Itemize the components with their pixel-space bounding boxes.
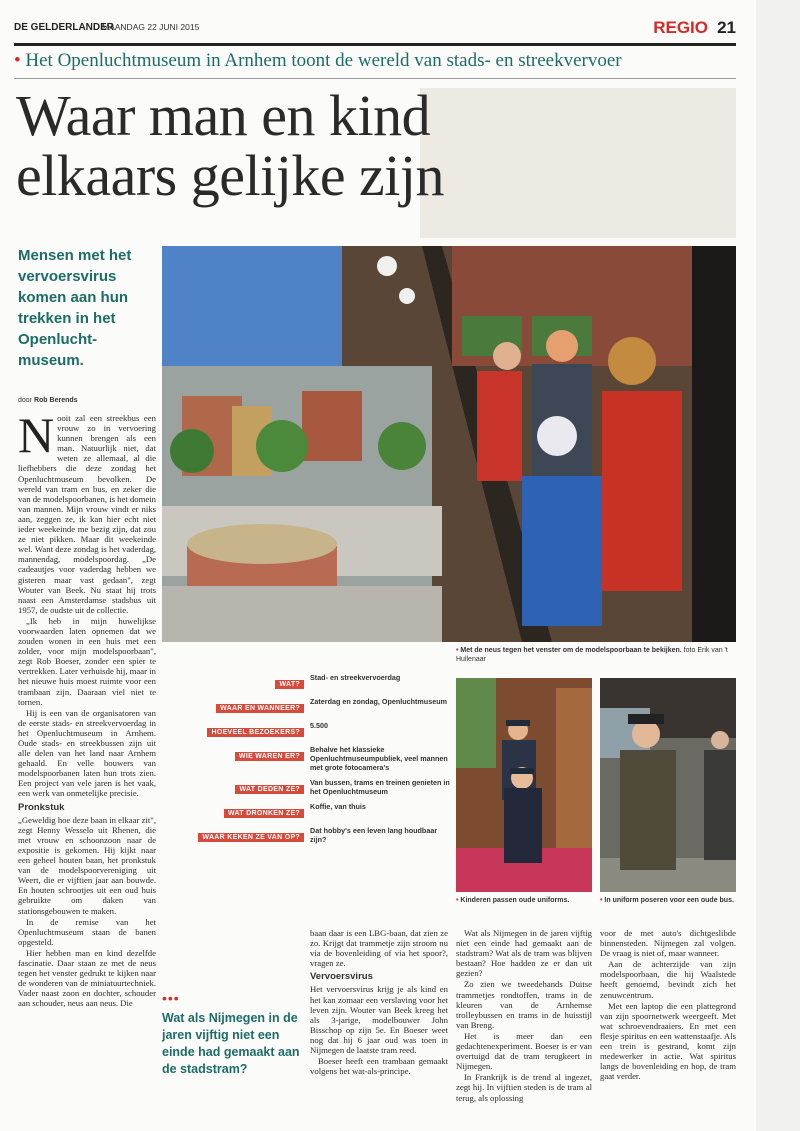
issue-date: MAANDAG 22 JUNI 2015: [102, 22, 200, 32]
page-number: 21: [717, 18, 736, 37]
fact-label: WAT DRONKEN ZE?: [224, 809, 304, 818]
photo-children-uniforms: [456, 678, 592, 892]
paragraph: ooit zal een streekbus een vrouw zo in vervoering kunnen brengen als een man. Natuurlijk niet, dat weten ze allemaal, al die liefhebbers die deze zondag het Openluchtmuseum bevolken. De wereld van tram en bus, en zeker die van de modelspoorbanen, is het domein van mannen. Mijn vrouw vindt er niks aan, zeggen ze, ik kan hier echt niet ieder weekeinde me bezig zijn, dat zou ze niet pikken. Maar dit weekeinde wel. Want deze zondag is het vaderdag, mannendag, modelspoordag. „De cadeautjes voor vaderdag hebben we gisteren maar vast gedaan", zegt Wouter van Beek. Nu staat hij trots naast een Amsterdamse stadsbus uit 1957, de oudste uit de collectie.: [18, 413, 157, 615]
fact-value: Dat hobby's een leven lang houdbaar zijn?: [310, 826, 438, 844]
article-column-5: [600, 928, 736, 1082]
fact-value: Koffie, van thuis: [310, 802, 366, 811]
paragraph: In Frankrijk is de trend al ingezet, zegt hij. In vijftien steden is de tram al terug, als oplossing: [456, 1072, 592, 1103]
fact-value: Van bussen, trams en treinen genieten in het Openluchtmuseum: [310, 778, 450, 796]
headline-line-2: elkaars gelijke zijn: [16, 143, 445, 208]
fact-row: [170, 721, 452, 739]
caption-bullet: •: [600, 897, 603, 904]
main-photo-image: [162, 246, 736, 642]
paragraph: Boeser heeft een trambaan gemaakt volgens het wat-als-principe.: [310, 1056, 448, 1077]
fact-row: [170, 778, 452, 796]
paragraph: Wat als Nijmegen in de jaren vijftig niet een einde had gemaakt aan de stadstram? Wat als de tram was blijven bestaan? Hoe hadden ze er dan uit gezien?: [456, 928, 592, 979]
fact-label: HOEVEEL BEZOEKERS?: [207, 728, 304, 737]
fact-value: Behalve het klassieke Openluchtmuseumpubliek, veel mannen met grote fotocamera's: [310, 745, 448, 772]
article-column-1: [18, 407, 157, 1009]
fact-row: [170, 745, 452, 772]
article-column-3: [310, 928, 448, 1077]
kicker-rule: [14, 78, 736, 79]
paragraph: Hij is een van de organisatoren van de eerste stads- en streekvervoerdag in het Openluchtmuseum in Arnhem. Oude stads- en streekbussen zijn uit alle delen van het land naar Arnhem gehaald. En velle bouwers van modelspoorbanen laten hun trots zien. Een project van vele jaren is het vaak, een werk van onmetelijke precisie.: [18, 707, 156, 799]
photo-children-caption: [456, 896, 592, 905]
fact-row: [170, 673, 452, 691]
photo-children-image: [456, 678, 592, 892]
pull-quote: [162, 990, 300, 1078]
headline: [16, 83, 576, 208]
fact-row: [170, 802, 452, 820]
paragraph: „Ik heb in mijn huwelijkse voorwaarden laten opnemen dat we zouden wonen in een huis met een zolder, voor mijn modelspoorbaan", zegt Rob Boeser, zonder een spier te vertrekken. Later verhuisde hij, maar in het nieuwe huis moest ruimte voor een trambaan zijn. Daaraan viel niet te tornen.: [18, 615, 156, 707]
quote-text: Wat als Nijmegen in de jaren vijftig niet een einde had gemaakt aan de stadstram?: [162, 1011, 300, 1076]
caption-text: Met de neus tegen het venster om de modelspoorbaan te bekijken.: [460, 647, 682, 654]
fact-value: Stad- en streekvervoerdag: [310, 673, 401, 682]
intro-text: Mensen met het vervoersvirus komen aan hun trekken in het Openlucht-museum.: [18, 247, 132, 369]
paragraph: Met een laptop die een plattegrond van zijn spoornetwerk weergeeft. Met wat schroevendraaiers. En met een flesje spiritus en een wattenstaafje. Als een trein is gestrand, komt zijn medewerker in actie. Wat spiritus langs de bovenleiding en hop, de tram gaat verder.: [600, 1000, 736, 1082]
caption-text: In uniform poseren voor een oude bus.: [604, 897, 734, 904]
caption-bullet: •: [456, 647, 459, 654]
photo-uniform-image: [600, 678, 736, 892]
photo-uniform-caption: [600, 896, 736, 905]
fact-label: WAAR KEKEN ZE VAN OP?: [198, 833, 304, 842]
kicker-text: Het Openluchtmuseum in Arnhem toont de wereld van stads- en streekvervoer: [25, 50, 622, 71]
masthead: [14, 18, 736, 40]
section-name: REGIO: [653, 18, 708, 37]
byline: [18, 397, 78, 404]
kicker: [14, 50, 736, 72]
subhead-vervoersvirus: Vervoersvirus: [310, 971, 373, 983]
masthead-rule: [14, 43, 736, 46]
paragraph: Hier hebben man en kind dezelfde fascinatie. Daar staan ze met de neus tegen het venster gedrukt te kijken naar de wonderen van de miniatuurtechniek. Vader naast zoon en dochter, schouder aan schouder, neus aan neus. Die: [18, 947, 156, 1009]
paragraph: voor de met auto's dichtgeslibde binnensteden. Nijmegen zal volgen. De vraag is niet of, maar wanneer.: [600, 928, 736, 959]
caption-bullet: •: [456, 897, 459, 904]
fact-label: WIE WAREN ER?: [235, 752, 304, 761]
fact-label: WAT DEDEN ZE?: [235, 785, 304, 794]
article-column-4: [456, 928, 592, 1104]
page-edge: [756, 0, 800, 1131]
headline-line-1: Waar man en kind: [16, 83, 431, 148]
fact-value: 5.500: [310, 721, 328, 730]
photo-uniform-bus: [600, 678, 736, 892]
fact-label: WAAR EN WANNEER?: [216, 704, 304, 713]
fact-label: WAT?: [275, 680, 304, 689]
paragraph: Aan de achterzijde van zijn modelspoorbaan, die hij Waalstede heeft genoemd, bevindt zich het zenuwcentrum.: [600, 959, 736, 1000]
paragraph: In de remise van het Openluchtmuseum staan de banen opgesteld.: [18, 916, 156, 947]
byline-author: Rob Berends: [33, 397, 78, 404]
main-photo-caption: [456, 646, 736, 664]
factbox: [170, 673, 452, 850]
paragraph: „Geweldig hoe deze baan in elkaar zit", zegt Henny Wesselo uit Rhenen, die met vrouw en schoonzoon naar de expositie is gekomen. Hij kijkt naar een geheel houten baan, het pronkstuk van de modelspoorvereniging uit Weert, die er vijftien jaar aan bouwde. En houten schrootjes uit een oud huis gebruikte om daken van stationsgebouwen te maken.: [18, 814, 156, 916]
byline-prefix: door: [18, 397, 33, 404]
quote-dots: •••: [162, 990, 180, 1006]
newspaper-name: DE GELDERLANDER: [14, 22, 115, 33]
photo-credit: foto Erik van 't Hullenaar: [456, 647, 728, 663]
dropcap: N: [18, 407, 55, 463]
subhead-pronkstuk: Pronkstuk: [18, 801, 65, 813]
paragraph: baan daar is een LBG-baan, dat zien ze zo. Krijgt dat trammetje zijn stroom nu via de bovenleiding of via het spoor?, vragen ze.: [310, 928, 448, 969]
paragraph: Het is meer dan een gedachtenexperiment. Boeser is er van overtuigd dat de tram terugkeert in Nijmegen.: [456, 1030, 592, 1072]
fact-row: [170, 697, 452, 715]
fact-value: Zaterdag en zondag, Openluchtmuseum: [310, 697, 447, 706]
paragraph: Zo zien we tweedehands Duitse trammetjes rondtoffen, trams in de kleuren van de Arnhemse trolleybussen en trams in de huisstijl van Breng.: [456, 979, 592, 1030]
main-photo: [162, 246, 736, 642]
fact-row: [170, 826, 452, 844]
caption-text: Kinderen passen oude uniforms.: [460, 897, 570, 904]
kicker-bullet: •: [14, 50, 21, 71]
paragraph: Het vervoersvirus krijg je als kind en het kan zomaar een verslaving voor het leven zijn. Wouter van Beek kreeg het als 3-jarige, modelbouwer John Bisschop op zijn 5e. En Boeser weet nog dat hij 6 jaar oud was toen in Nijmegen de laatste tram reed.: [310, 984, 448, 1056]
